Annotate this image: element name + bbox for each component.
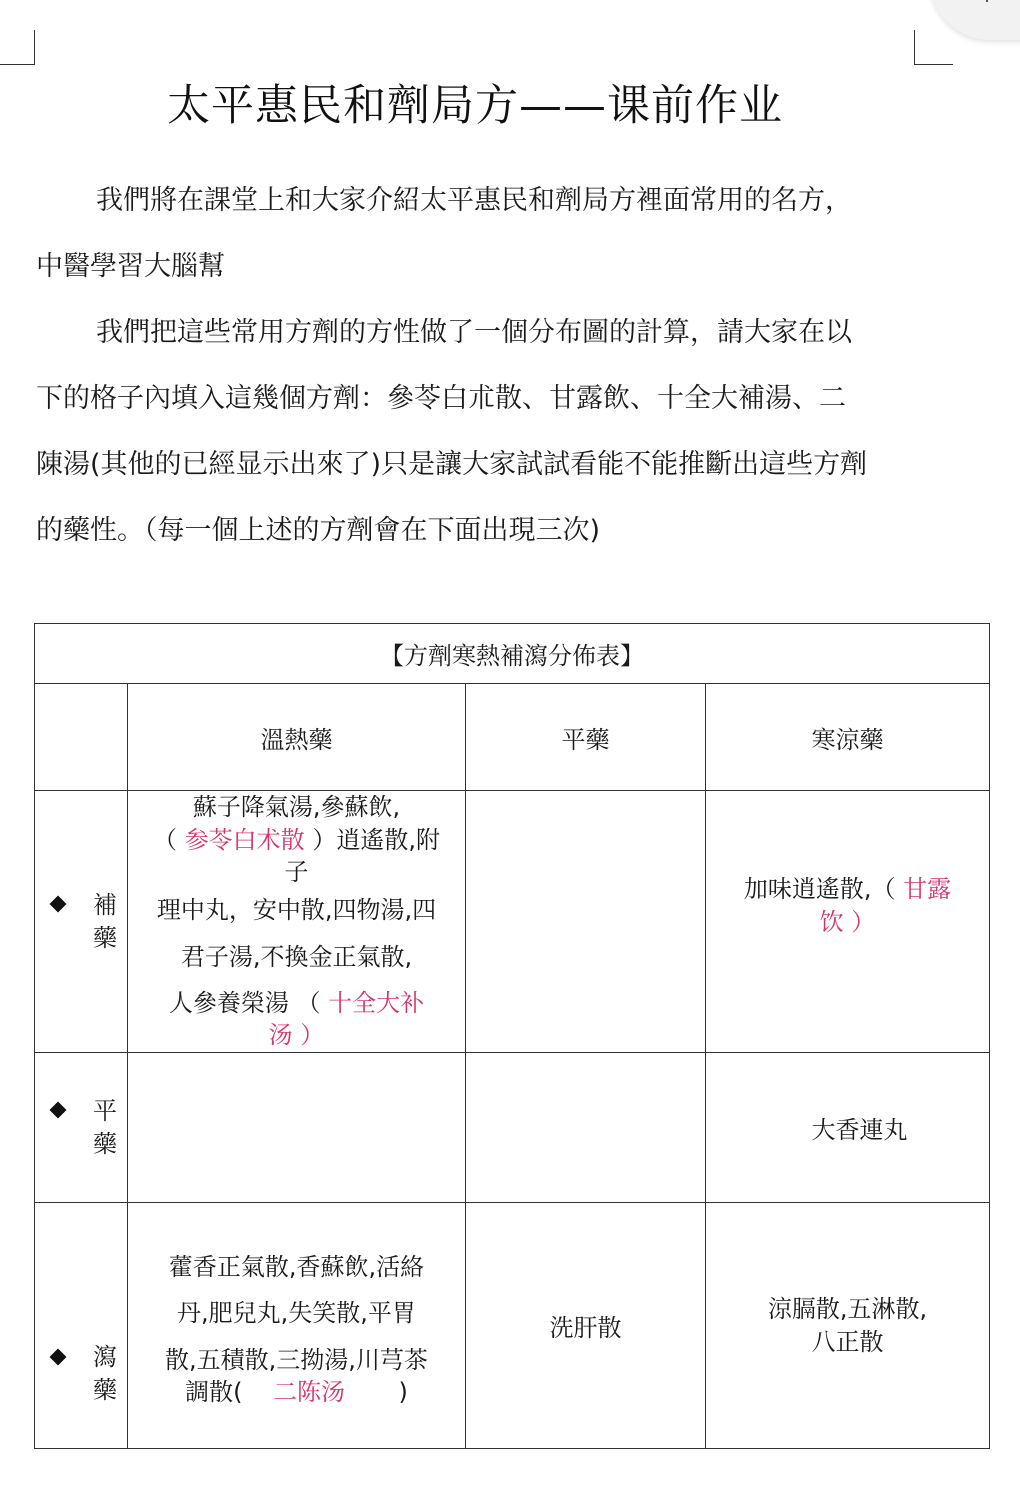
distribution-table [34,623,990,1449]
paragraph-line: 中醫學習大腦幫 [36,251,225,282]
row-label-purge: 瀉藥 [35,1203,128,1449]
cell-purge-cold: 涼膈散,五淋散, 八正散 [706,1203,990,1449]
paragraph-line: 我們將在課堂上和大家介紹太平惠民和劑局方裡面常用的名方， [96,185,852,216]
row-label-neutral: 平藥 [35,1053,128,1203]
cell-neutral-neutral [466,1053,706,1203]
answer-text: 甘露 [903,875,952,904]
diamond-bullet-icon [50,1349,67,1366]
answer-text: 汤 [268,1021,293,1050]
cell-purge-warm: 藿香正氣散,香蘇飲,活絡 丹,肥兒丸,失笑散,平胃 散,五積散,三拗湯,川芎茶 調散( 二陈汤 ) [128,1203,466,1449]
paragraph-line: 陳湯(其他的已經显示出來了)只是讓大家試試看能不能推斷出這些方劑 [36,449,868,480]
paragraph-line: 下的格子內填入這幾個方劑：參苓白朮散、甘露飲、十全大補湯、二 [36,383,846,414]
page-corner-mark-right [914,30,953,65]
cell-neutral-cold: 大香連丸 [706,1053,990,1203]
document-title: 太平惠民和劑局方——课前作业 [167,81,783,131]
header-warm: 溫熱藥 [128,684,466,791]
cell-neutral-warm [128,1053,466,1203]
cell-tonify-neutral [466,791,706,1053]
paragraph-line: 的藥性。（每一個上述的方劑會在下面出現三次) [36,515,601,546]
diamond-bullet-icon [50,1102,67,1119]
corner-cell [35,684,128,791]
diamond-bullet-icon [50,896,67,913]
plus-icon [986,0,988,2]
table-caption: 【方劑寒熱補瀉分佈表】 [35,624,990,684]
paragraph-line: 我們把這些常用方劑的方性做了一個分布圖的計算，請大家在以 [96,317,852,348]
answer-text: 饮 [819,907,844,936]
header-neutral: 平藥 [466,684,706,791]
header-cold: 寒涼藥 [706,684,990,791]
answer-text: 二陈汤 [273,1377,346,1406]
cell-tonify-warm: 蘇子降氣湯,參蘇飲, （ 参苓白术散 ）逍遙散,附 子 理中丸，安中散,四物湯,四 君子湯,不換金正氣散, 人參養榮湯 （ 十全大补 汤 ） [128,791,466,1053]
row-label-tonify: 補藥 [35,791,128,1053]
answer-text: 十全大补 [328,989,425,1018]
answer-text: 参苓白术散 [184,825,305,854]
page-corner-mark-left [0,30,35,65]
cell-purge-neutral: 洗肝散 [466,1203,706,1449]
cell-tonify-cold: 加味逍遙散,（ 甘露 饮 ） [706,791,990,1053]
